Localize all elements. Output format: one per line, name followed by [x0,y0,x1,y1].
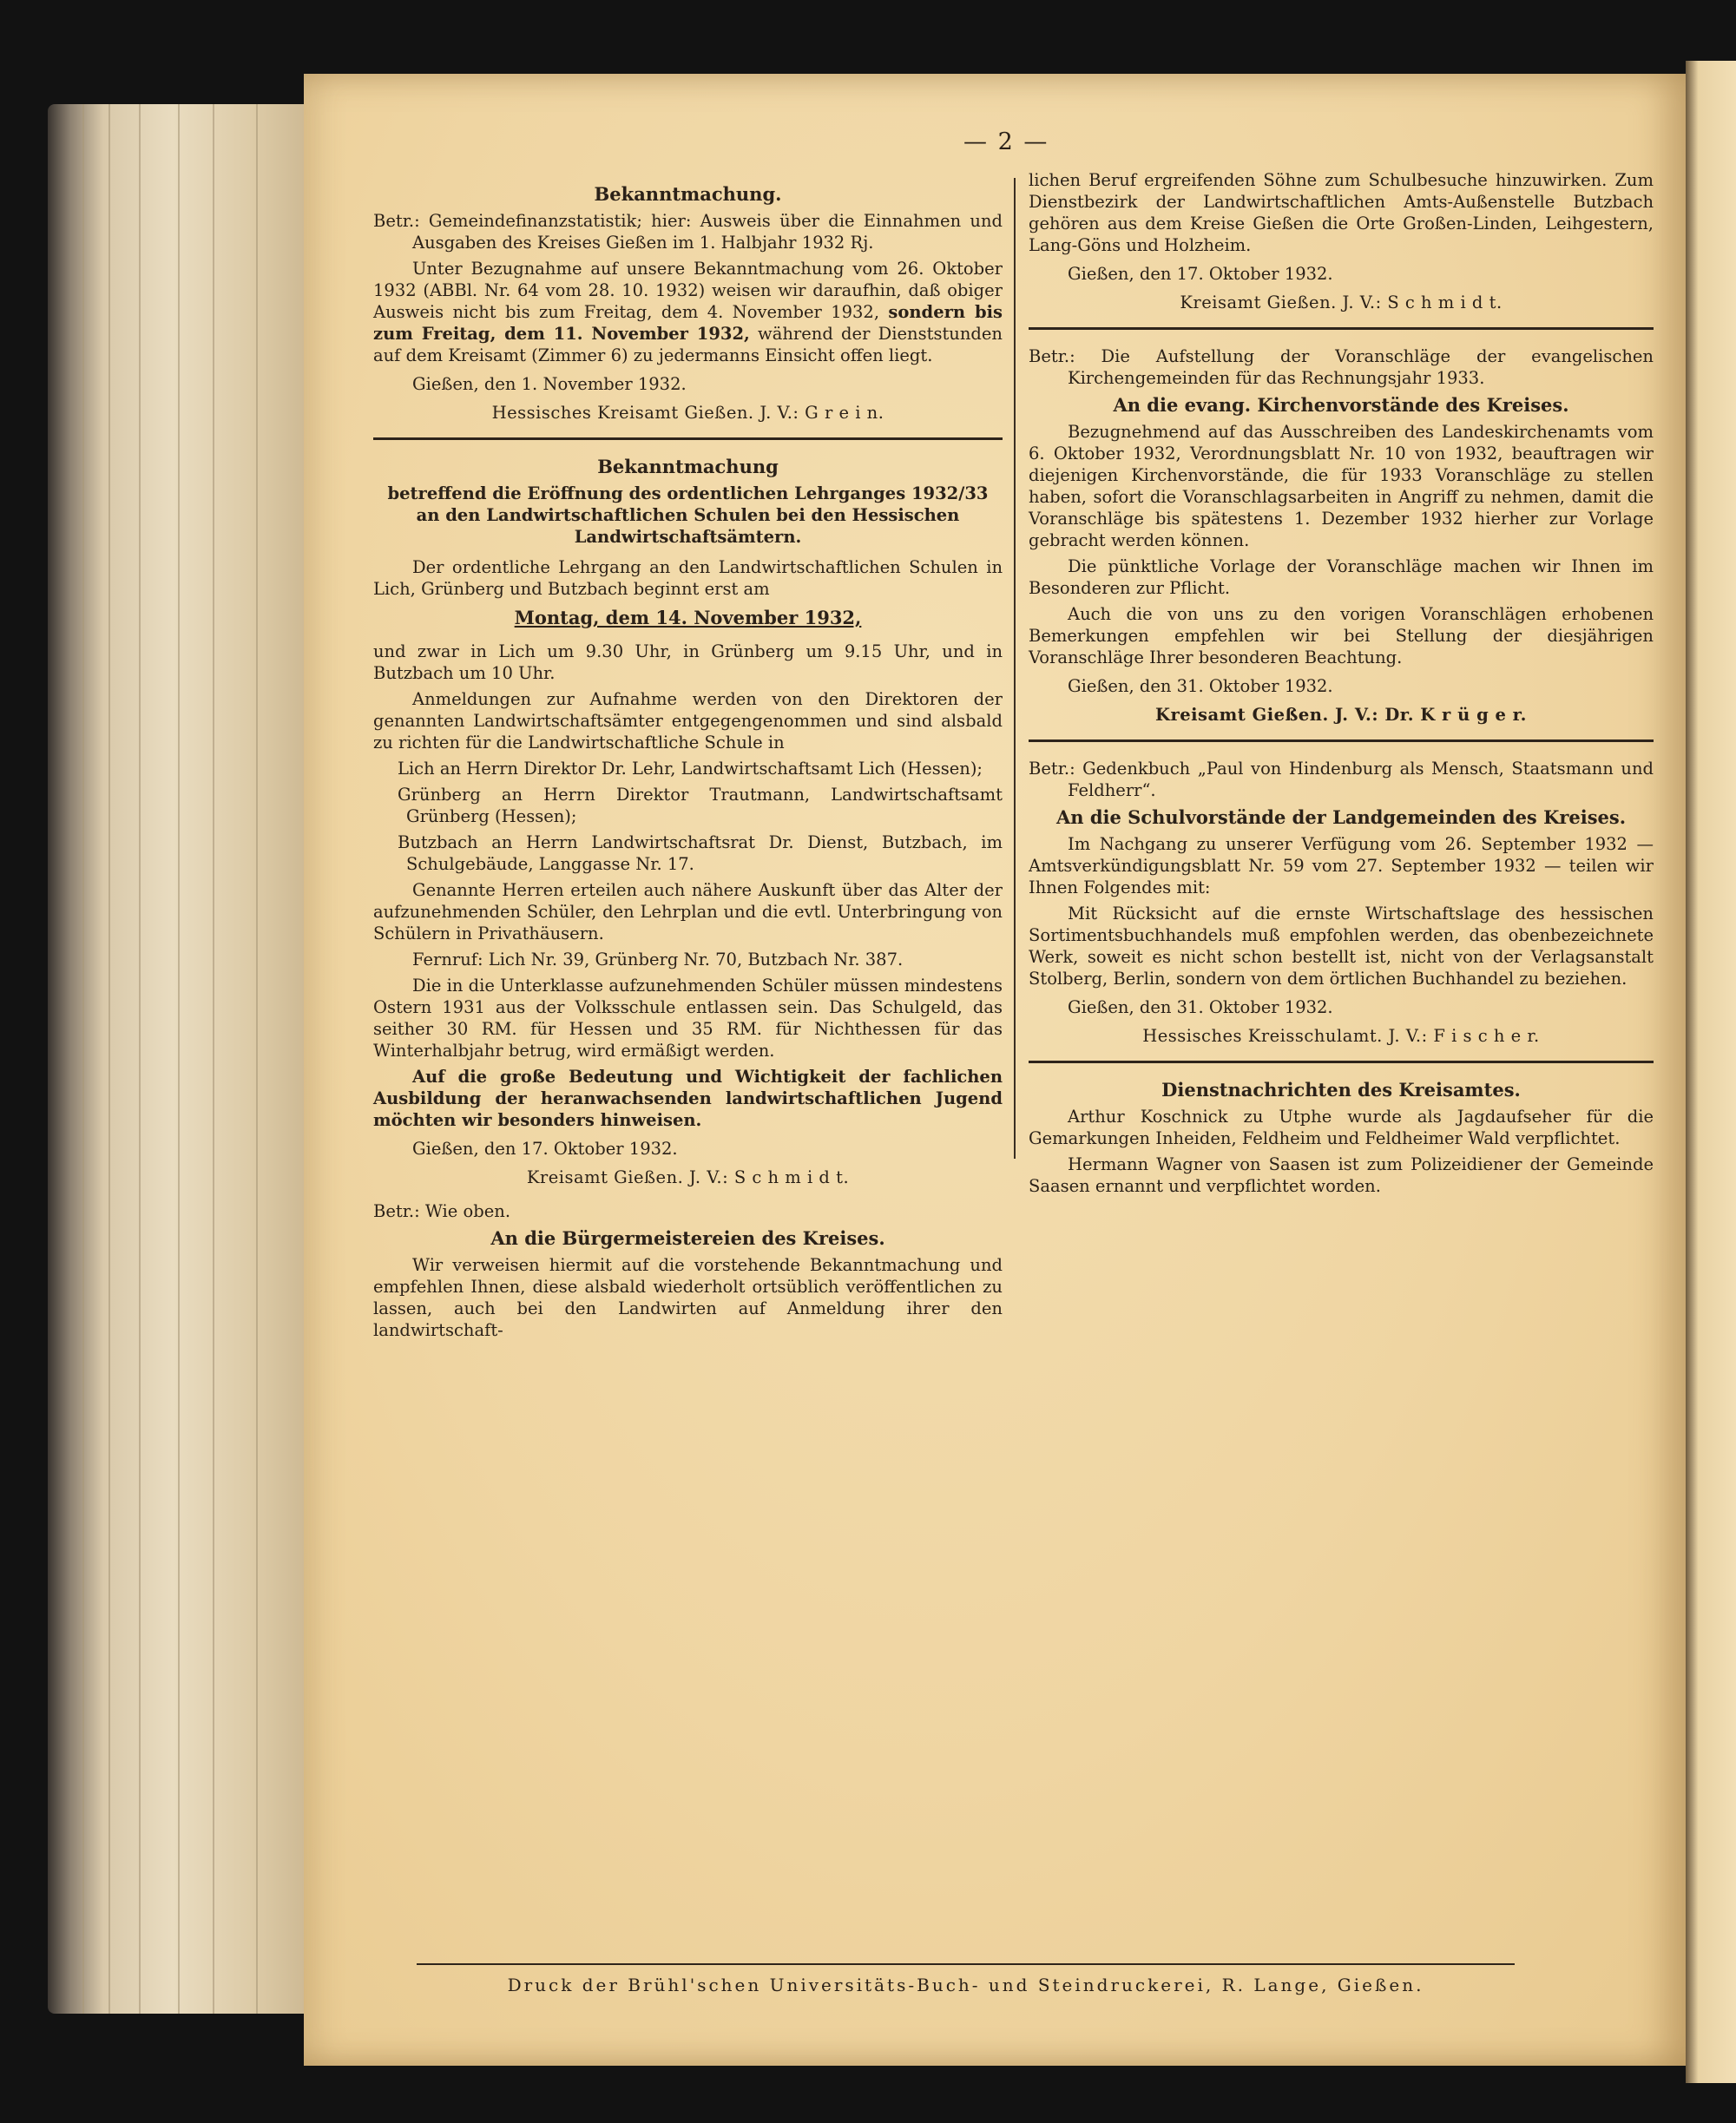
notice-betr: Betr.: Gedenkbuch „Paul von Hindenburg als Mensch, Staatsmann und Feldherr“. [1029,759,1654,800]
notice-body: Bezugnehmend auf das Ausschreiben des Landeskirchenamts vom 6. Oktober 1932, Verordnungsblatt Nr. 10 von 1932, beauftragen wir diejenigen Kirchenvorstände, die für 1933 Voranschläge zu stellen haben, sofort die Voranschlagsarbeiten in Angriff zu nehmen, damit die Voranschläge bis spätestens 1. Dezember 1932 hierher zur Vorlage gebracht werden können. [1029,422,1654,550]
continuation-text: lichen Beruf ergreifenden Söhne zum Schulbesuche hinzuwirken. Zum Dienstbezirk der Landwirtschaftlichen Amts-Außenstelle Butzbach gehören aus dem Kreise Gießen die Orte Großen-Linden, Leihgestern, Lang-Göns und Holzheim. [1029,170,1654,255]
notice-item: Arthur Koschnick zu Utphe wurde als Jagdaufseher für die Gemarkungen Inheiden, Feldheim und Feldheimer Wald verpflichtet. [1029,1107,1654,1148]
notice-body-2: Mit Rücksicht auf die ernste Wirtschaftslage des hessischen Sortimentsbuchhandels muß empfohlen werden, das obenbezeichnete Werk, soweit es nicht schon bestellt ist, nicht von der Verlagsanstalt Stolberg, Berlin, sondern von dem örtlichen Buchhandel zu beziehen. [1029,904,1654,989]
notice-betr: Betr.: Wie oben. [373,1201,511,1221]
notice-registration: Anmeldungen zur Aufnahme werden von den Direktoren der genannten Landwirtschaftsämter entgegengenommen und sind alsbald zu richten für die Landwirtschaftliche Schule in [373,689,1003,753]
notice-contact-gruenberg: Grünberg an Herrn Direktor Trautmann, Landwirtschaftsamt Grünberg (Hessen); [398,785,1003,826]
notice-signature: Kreisamt Gießen. J. V.: S c h m i d t. [1180,292,1503,312]
printer-footer: Druck der Brühl'schen Universitäts-Buch- und Steindruckerei, R. Lange, Gießen. [507,1975,1424,1995]
notice-body-3: Auch die von uns zu den vorigen Voranschlägen erhobenen Bemerkungen empfehlen wir bei Stellung der diesjährigen Voranschläge Ihrer besonderen Beachtung. [1029,604,1654,667]
notice-betr: Betr.: Die Aufstellung der Voranschläge der evangelischen Kirchengemeinden für das Rechnungsjahr 1933. [1029,346,1654,388]
notice-times: und zwar in Lich um 9.30 Uhr, in Grünberg um 9.15 Uhr, und in Butzbach um 10 Uhr. [373,641,1003,683]
notice-body-2: Die pünktliche Vorlage der Voranschläge machen wir Ihnen im Besonderen zur Pflicht. [1029,556,1654,598]
notice-addressee: An die evang. Kirchenvorstände des Kreises. [1113,394,1569,416]
notice-dienstnachrichten [1029,1079,1654,1197]
section-divider [1029,1061,1654,1063]
notice-contact-lich: Lich an Herrn Direktor Dr. Lehr, Landwirtschaftsamt Lich (Hessen); [398,759,983,779]
notice-item: Hermann Wagner von Saasen ist zum Polizeidiener der Gemeinde Saasen ernannt und verpflichtet worden. [1029,1154,1654,1196]
section-divider [373,437,1003,440]
column-divider [1014,178,1016,1159]
notice-body: Unter Bezugnahme auf unsere Bekanntmachung vom 26. Oktober 1932 (ABBl. Nr. 64 vom 28. 10. 1932) weisen wir daraufhin, daß obiger Ausweis nicht bis zum Freitag, dem 4. November 1932, sondern bis zum Freitag, dem 11. November 1932, während der Dienststunden auf dem Kreisamt (Zimmer 6) zu jedermanns Einsicht offen liegt. [373,259,1003,365]
notice-addressee: An die Schulvorstände der Landgemeinden des Kreises. [1055,806,1627,828]
notice-date: Gießen, den 31. Oktober 1932. [1068,997,1333,1017]
notice-lehrgang [373,456,1003,1188]
notice-signature: Kreisamt Gießen. J. V.: Dr. K r ü g e r. [1155,705,1527,725]
notice-start-date: Montag, dem 14. November 1932, [514,607,862,628]
notice-buergermeistereien [373,1200,1003,1341]
notice-voranschlaege [1029,345,1654,726]
notice-title: Bekanntmachung [597,456,779,477]
notice-date: Gießen, den 17. Oktober 1932. [1068,264,1333,284]
facing-page-edge [1686,61,1736,2083]
notice-conditions: Die in die Unterklasse aufzunehmenden Schüler müssen mindestens Ostern 1931 aus der Volksschule entlassen sein. Das Schulgeld, das seither 30 RM. für Hessen und 35 RM. für Nichthessen für das Winterhalbjahr betrug, wird ermäßigt werden. [373,976,1003,1061]
notice-emphasis: Auf die große Bedeutung und Wichtigkeit der fachlichen Ausbildung der heranwachsenden landwirtschaftlichen Jugend möchten wir besonders hinweisen. [373,1067,1003,1130]
page-number: — 2 — [963,128,1049,155]
notice-gedenkbuch [1029,758,1654,1047]
notice-gemeindefinanzstatistik [373,183,1003,424]
notice-contact-butzbach: Butzbach an Herrn Landwirtschaftsrat Dr. Dienst, Butzbach, im Schulgebäude, Langgasse Nr. 17. [398,832,1003,874]
notice-title: Dienstnachrichten des Kreisamtes. [1161,1079,1521,1101]
notice-body: Im Nachgang zu unserer Verfügung vom 26. September 1932 — Amtsverkündigungsblatt Nr. 59 vom 27. September 1932 — teilen wir Ihnen Folgendes mit: [1029,834,1654,897]
notice-subtitle: betreffend die Eröffnung des ordentlichen Lehrganges 1932/33 an den Landwirtschaftlichen Schulen bei den Hessischen Landwirtschaftsämtern. [387,483,989,547]
notice-signature: Hessisches Kreisschulamt. J. V.: F i s c h e r. [1142,1026,1540,1046]
footer-divider [417,1963,1515,1965]
notice-addressee: An die Bürgermeistereien des Kreises. [490,1227,885,1249]
notice-info: Genannte Herren erteilen auch nähere Auskunft über das Alter der aufzunehmenden Schüler, den Lehrplan und die evtl. Unterbringung von Schülern in Privathäusern. [373,880,1003,943]
left-column [373,178,1003,1345]
notice-signature: Kreisamt Gießen. J. V.: S c h m i d t. [526,1167,850,1187]
notice-date: Gießen, den 17. Oktober 1932. [412,1139,678,1159]
book-page-edges [48,104,326,2014]
section-divider [1029,327,1654,330]
notice-signature: Hessisches Kreisamt Gießen. J. V.: G r e i n. [491,403,884,423]
right-column [1029,169,1654,1201]
notice-title: Bekanntmachung. [594,183,782,205]
notice-date: Gießen, den 1. November 1932. [412,374,687,394]
notice-body: Wir verweisen hiermit auf die vorstehende Bekanntmachung und empfehlen Ihnen, diese alsbald wiederholt ortsüblich veröffentlichen zu lassen, auch bei den Landwirten auf Anmeldung ihrer den landwirtschaft- [373,1255,1003,1340]
section-divider [1029,739,1654,742]
notice-betr: Betr.: Gemeindefinanzstatistik; hier: Ausweis über die Einnahmen und Ausgaben des Kreises Gießen im 1. Halbjahr 1932 Rj. [373,211,1003,253]
notice-phone: Fernruf: Lich Nr. 39, Grünberg Nr. 70, Butzbach Nr. 387. [412,950,904,969]
notice-date: Gießen, den 31. Oktober 1932. [1068,676,1333,696]
notice-intro: Der ordentliche Lehrgang an den Landwirtschaftlichen Schulen in Lich, Grünberg und Butzbach beginnt erst am [373,557,1003,599]
